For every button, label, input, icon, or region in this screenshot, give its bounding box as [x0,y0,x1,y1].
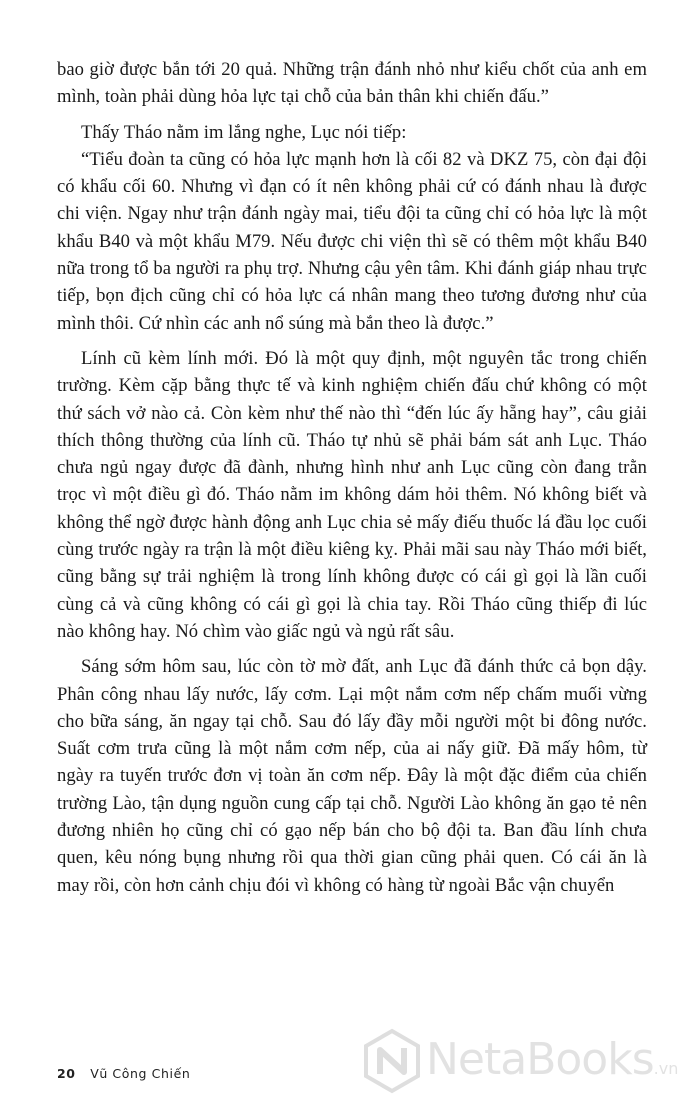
paragraph-dialogue: “Tiểu đoàn ta cũng có hỏa lực mạnh hơn là cối 82 và DKZ 75, còn đại đội có khẩu cối 60. Nhưng vì đạn có ít nên không phải cứ có đánh nhau là được chi viện. Ngay như trận đánh ngày mai, tiểu đội ta cũng chỉ có hỏa lực là một khẩu B40 và một khẩu M79. Nếu được chi viện thì sẽ có thêm một khẩu B40 nữa trong tổ ba người ra phụ trợ. Nhưng cậu yên tâm. Khi đánh giáp nhau trực tiếp, bọn địch cũng chỉ có hỏa lực cá nhân mang theo tương đương như của mình thôi. Cứ nhìn các anh nổ súng mà bắn theo là được.” [57,148,647,334]
paragraph-continuation: bao giờ được bắn tới 20 quả. Những trận đánh nhỏ như kiểu chốt của anh em mình, toàn phải dùng hỏa lực tại chỗ của bản thân khi chiến đấu.” [57,59,647,108]
paragraph: Sáng sớm hôm sau, lúc còn tờ mờ đất, anh Lục đã đánh thức cả bọn dậy. Phân công nhau lấy nước, lấy cơm. Lại một nắm cơm nếp chấm muối vừng cho bữa sáng, ăn ngay tại chỗ. Sau đó lấy đầy mỗi người một bi đông nước. Suất cơm trưa cũng là một nắm cơm nếp, của ai nấy giữ. Đã mấy hôm, từ ngày ra tuyến trước đơn vị toàn ăn cơm nếp. Đây là một đặc điểm của chiến trường Lào, tận dụng nguồn cung cấp tại chỗ. Người Lào không ăn gạo tẻ nên đương nhiên họ cũng chỉ có gạo nếp bán cho bộ đội ta. Ban đầu lính chưa quen, kêu nóng bụng nhưng rồi qua thời gian cũng phải quen. Có cái ăn là may rồi, còn hơn cảnh chịu đói vì không có hàng từ ngoài Bắc vận chuyển [57,656,647,896]
netabooks-watermark [362,1022,692,1102]
page-number: 20 [57,1066,76,1081]
watermark-text [426,1034,678,1085]
paragraph: Lính cũ kèm lính mới. Đó là một quy định, một nguyên tắc trong chiến trường. Kèm cặp bằng thực tế và kinh nghiệm chiến đấu chứ không có một thứ sách vở nào cả. Còn kèm như thế nào thì “đến lúc ấy hẵng hay”, câu giải thích thông thường của lính cũ. Tháo tự nhủ sẽ phải bám sát anh Lục. Tháo chưa ngủ ngay được đã đành, nhưng hình như anh Lục cũng còn đang trằn trọc vì một điều gì đó. Tháo nằm im không dám hỏi thêm. Nó không biết và không thể ngờ được hành động anh Lục chia sẻ mấy điếu thuốc lá đầu lọc cuối cùng trước ngày ra trận là một điều kiêng kỵ. Phải mãi sau này Tháo mới biết, cũng bằng sự trải nghiệm là trong lính không được có cái gì gọi là lần cuối cùng cả và cũng không có cái gì gọi là chia tay. Rồi Tháo cũng thiếp đi lúc nào không hay. Nó chìm vào giấc ngủ và ngủ rất sâu. [57,347,647,642]
watermark-suffix: .vn [653,1059,679,1078]
netabooks-logo-icon [362,1028,422,1094]
book-page-body [57,56,647,899]
paragraph: Thấy Tháo nằm im lắng nghe, Lục nói tiếp: [81,121,407,143]
page-footer [57,1066,190,1081]
author-name: Vũ Công Chiến [90,1066,191,1081]
watermark-brand: NetaBooks [426,1034,654,1085]
